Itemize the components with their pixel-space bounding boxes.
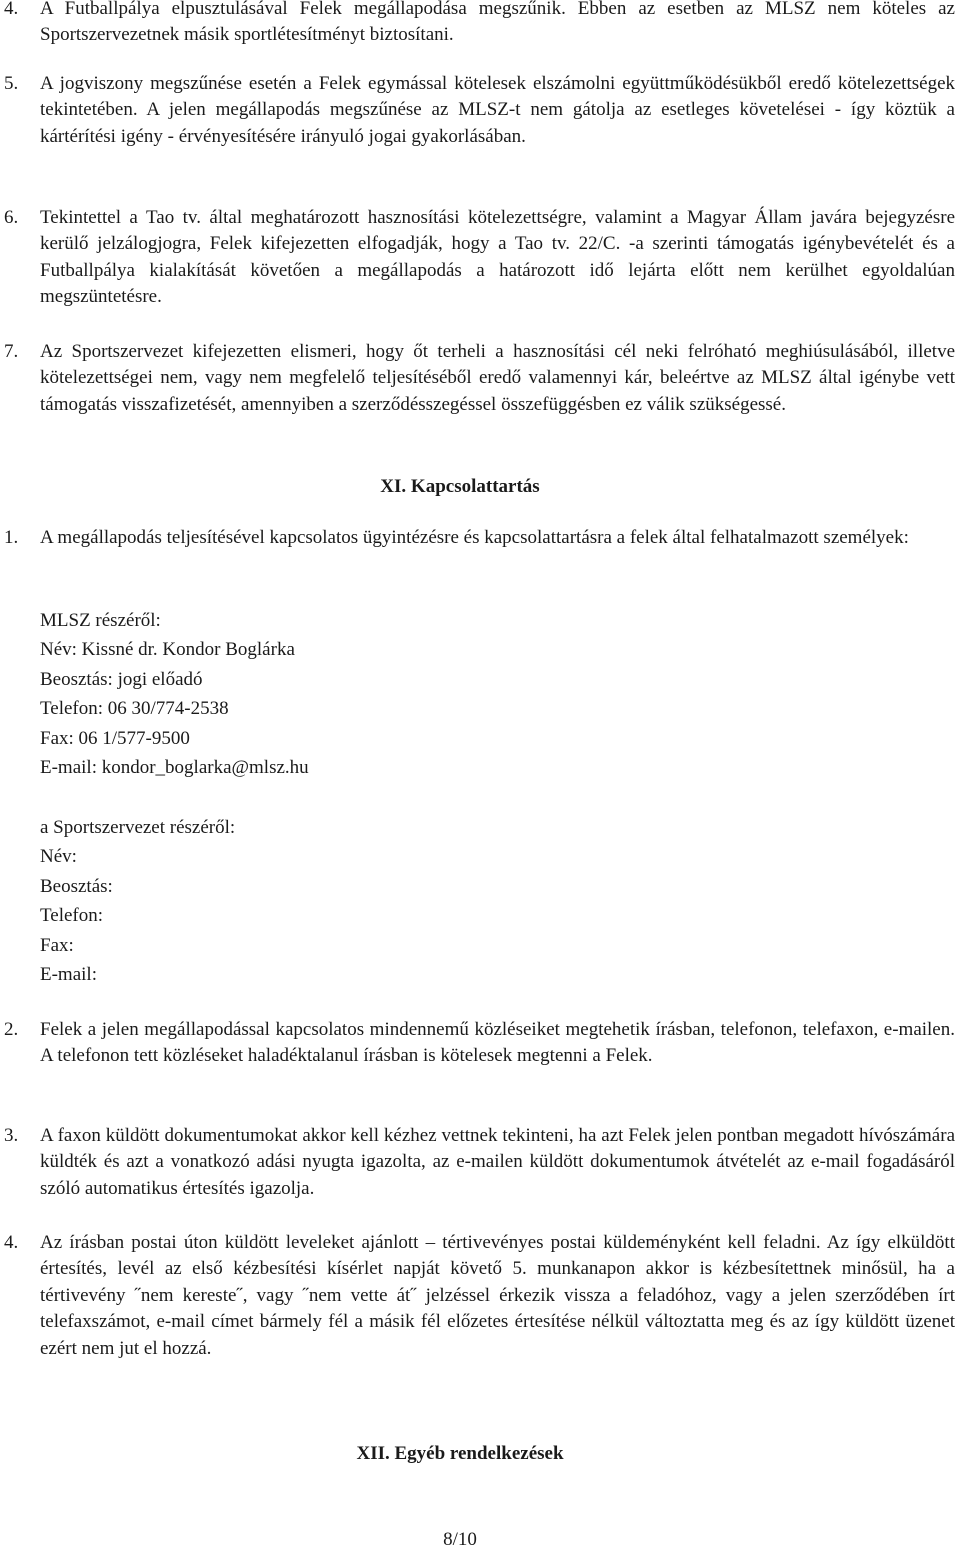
- paragraph-5: A jogviszony megszűnése esetén a Felek egymással kötelesek elszámolni együttműködésükből eredő kötelezettségek tekintetében. A jelen megállapodás megszűnése az MLSZ-t nem gátolja az esetleges követelései - így köztük a kártérítési igény - érvényesítésére irányuló jogai gyakorlásában.: [40, 73, 955, 147]
- paragraph-xi-2: Felek a jelen megállapodással kapcsolatos mindennemű közléseiket megtehetik írásban, telefonon, telefaxon, e-mailen. A telefonon tett közléseket haladéktalanul írásban is kötelesek megtenni a Felek.: [40, 1019, 955, 1067]
- item-number: 1.: [4, 527, 19, 548]
- mlsz-contact-name: Név: Kissné dr. Kondor Boglárka: [40, 639, 295, 661]
- paragraph-6: Tekintettel a Tao tv. által meghatározott hasznosítási kötelezettségre, valamint a Magyar Állam javára bejegyzésre kerülő jelzálogjogra, Felek kifejezetten elfogadják, hogy a Tao tv. 22/C. -a szerinti támogatás igénybevételét és a Futballpálya kialakítását követően a megállapodás a határozott idő lejárta előtt nem kerülhet egyoldalúan megszüntetésre.: [40, 207, 955, 308]
- mlsz-contact-fax: Fax: 06 1/577-9500: [40, 727, 190, 749]
- club-contact-position: Beosztás:: [40, 875, 113, 897]
- item-number: 5.: [4, 73, 19, 94]
- club-contact-block: [40, 815, 235, 991]
- paragraph-xi-1: A megállapodás teljesítésével kapcsolatos ügyintézésre és kapcsolattartásra a felek által felhatalmazott személyek:: [40, 527, 909, 548]
- club-contact-heading: a Sportszervezet részéről:: [40, 817, 236, 838]
- item-number: 7.: [4, 341, 19, 362]
- mlsz-contact-heading: MLSZ részéről:: [40, 610, 161, 631]
- item-number: 4.: [4, 0, 19, 19]
- section-heading-xii: XII. Egyéb rendelkezések: [356, 1443, 564, 1464]
- club-contact-name: Név:: [40, 846, 77, 868]
- club-contact-email: E-mail:: [40, 963, 97, 985]
- paragraph-xi-3: A faxon küldött dokumentumokat akkor kell kézhez vettnek tekinteni, ha azt Felek jelen pontban megadott hívószámára küldték és azt a vonatkozó adási nyugta igazolta, az e-mailen küldött dokumentumok átvételét az e-mail fogadásáról szóló automatikus értesítés igazolja.: [40, 1125, 955, 1199]
- mlsz-contact-block: [40, 608, 309, 784]
- page-number: 8/10: [443, 1529, 477, 1550]
- mlsz-contact-email: E-mail: kondor_boglarka@mlsz.hu: [40, 756, 309, 778]
- section-heading-xi: XI. Kapcsolattartás: [380, 476, 540, 497]
- item-number: 2.: [4, 1019, 19, 1040]
- item-number: 6.: [4, 207, 19, 228]
- paragraph-7: Az Sportszervezet kifejezetten elismeri, hogy őt terheli a hasznosítási cél neki felróható meghiúsulásából, illetve kötelezettségei nem, vagy nem megfelelő teljesítéséből eredő valamennyi kár, beleértve az MLSZ által igénybe vett támogatás visszafizetését, amennyiben a szerződésszegéssel összefüggésben ez válik szükségessé.: [40, 341, 955, 415]
- mlsz-contact-position: Beosztás: jogi előadó: [40, 668, 203, 690]
- paragraph-4: A Futballpálya elpusztulásával Felek megállapodása megszűnik. Ebben az esetben az MLSZ nem köteles az Sportszervezetnek másik sportlétesítményt biztosítani.: [40, 0, 955, 46]
- item-number: 3.: [4, 1125, 19, 1146]
- mlsz-contact-phone: Telefon: 06 30/774-2538: [40, 698, 229, 720]
- club-contact-phone: Telefon:: [40, 905, 104, 927]
- club-contact-fax: Fax:: [40, 934, 74, 956]
- paragraph-xi-4: Az írásban postai úton küldött leveleket ajánlott – tértivevényes postai küldeményként kell feladni. Az így elküldött értesítés, levél az első kézbesítési kísérlet napját követő 5. munkanapon akkor is kézbesítettnek minősül, ha a tértivevény ˝nem kereste˝, vagy ˝nem vette át˝ jelzéssel érkezik vissza a feladóhoz, vagy a jelen szerződében írt telefaxszámot, e-mail címet bármely fél a másik fél előzetes értesítése nélkül változtatta meg és az így küldött üzenet ezért nem jut el hozzá.: [40, 1232, 955, 1359]
- item-number: 4.: [4, 1232, 19, 1253]
